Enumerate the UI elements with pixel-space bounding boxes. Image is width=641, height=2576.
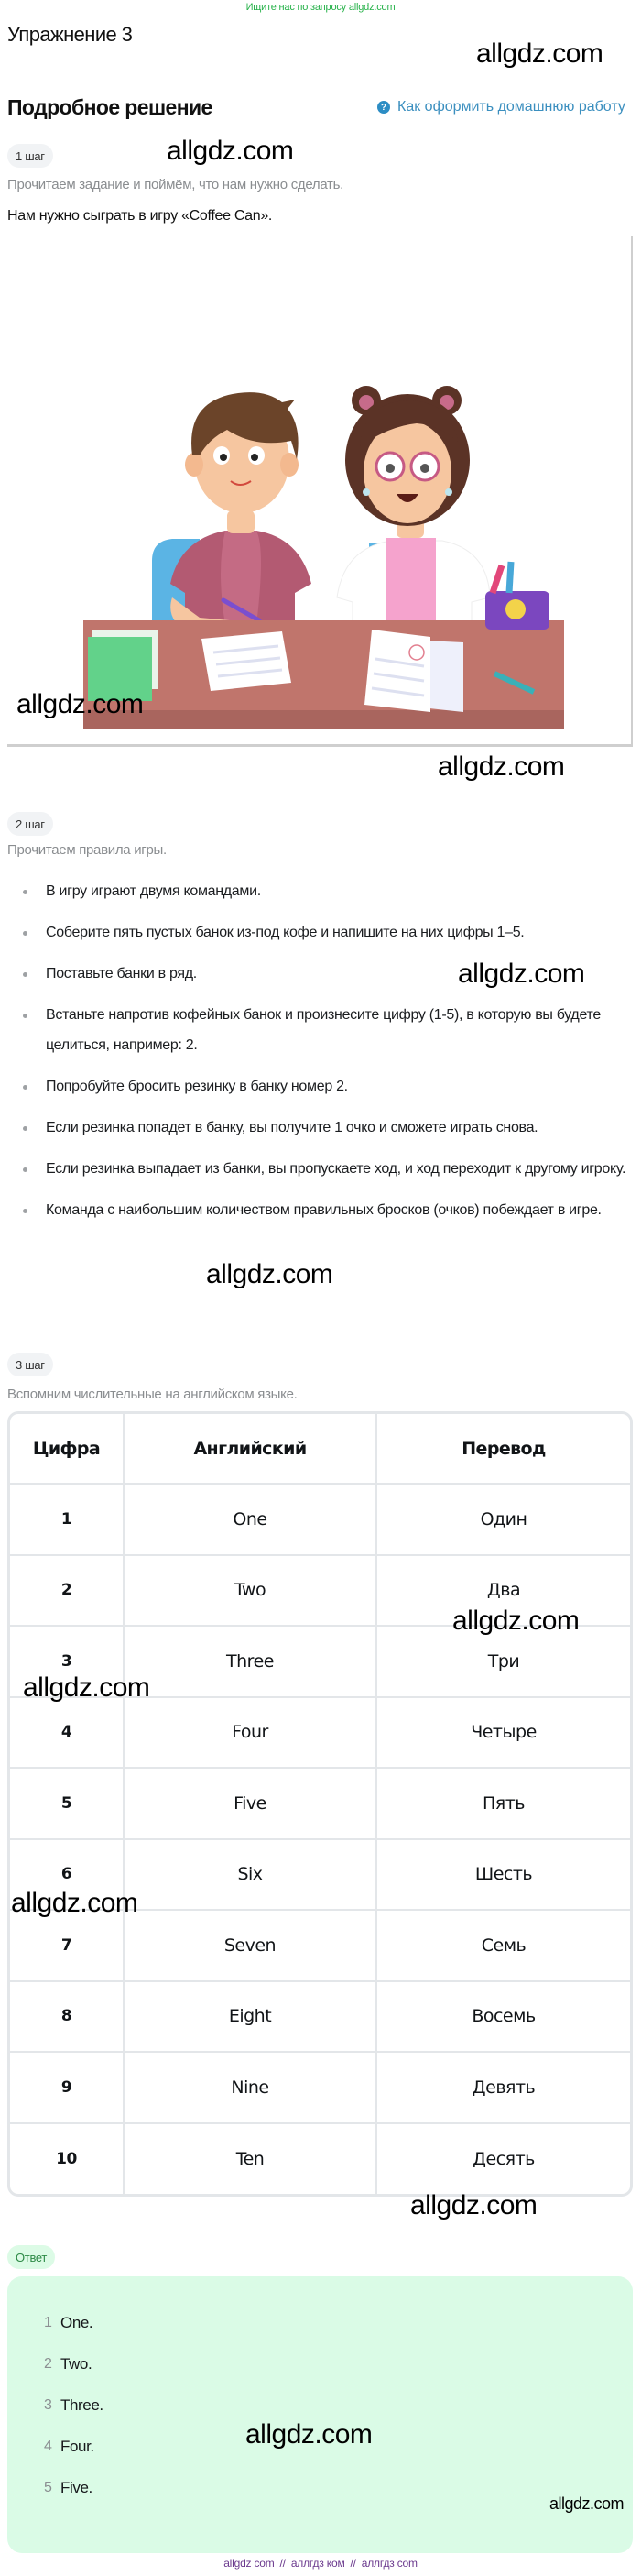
- answer-item: 1 One.: [44, 2313, 93, 2331]
- cell-english: Four: [124, 1697, 376, 1769]
- cell-digit: 2: [10, 1555, 124, 1627]
- cell-translation: Десять: [376, 2123, 630, 2195]
- table-row: [10, 1484, 630, 1555]
- step-badge-2: 2 шаг: [7, 812, 53, 836]
- column-header-digit: Цифра: [10, 1414, 124, 1484]
- step-2-subtitle: Прочитаем правила игры.: [7, 842, 167, 858]
- cell-digit: 1: [10, 1484, 124, 1555]
- cell-digit: 8: [10, 1981, 124, 2053]
- table-row: [10, 1981, 630, 2053]
- rule-item: Если резинка попадет в банку, вы получите 1 очко и сможете играть снова.: [18, 1113, 634, 1143]
- watermark: allgdz.com: [438, 751, 565, 782]
- cell-english: Nine: [124, 2052, 376, 2123]
- table-row: [10, 2052, 630, 2123]
- watermark: allgdz.com: [452, 1606, 580, 1636]
- step-1-subtitle: Прочитаем задание и поймём, что нам нужно сделать.: [7, 177, 344, 192]
- watermark: allgdz.com: [410, 2190, 538, 2220]
- watermark: allgdz.com: [167, 136, 294, 166]
- cell-digit: 5: [10, 1768, 124, 1839]
- rule-item: Поставьте банки в ряд.: [18, 959, 634, 989]
- question-circle-icon: ?: [377, 101, 390, 114]
- cell-english: One: [124, 1484, 376, 1555]
- cell-digit: 10: [10, 2123, 124, 2195]
- answer-item: 3 Three.: [44, 2395, 103, 2414]
- cell-english: Three: [124, 1626, 376, 1697]
- cell-digit: 7: [10, 1910, 124, 1981]
- cell-english: Five: [124, 1768, 376, 1839]
- answer-item: 5 Five.: [44, 2478, 92, 2496]
- watermark: allgdz.com: [16, 689, 144, 719]
- top-notice: Ищите нас по запросу allgdz.com: [245, 2, 396, 13]
- table-row: [10, 2123, 630, 2195]
- homework-help-link[interactable]: [377, 99, 625, 115]
- cell-translation: Четыре: [376, 1697, 630, 1769]
- help-link-label: Как оформить домашнюю работу: [397, 99, 625, 115]
- cell-translation: Шесть: [376, 1839, 630, 1911]
- answer-badge: Ответ: [7, 2245, 55, 2269]
- footer-separator: //: [350, 2557, 356, 2570]
- answer-box: [7, 2276, 633, 2553]
- watermark: allgdz.com: [206, 1259, 333, 1289]
- rule-item: Если резинка выпадает из банки, вы пропускаете ход, и ход переходит к другому игроку.: [18, 1154, 634, 1184]
- watermark: allgdz.com: [549, 2494, 625, 2513]
- cell-english: Seven: [124, 1910, 376, 1981]
- kids-at-desk-illustration: [7, 236, 633, 744]
- rule-item: Встаньте напротив кофейных банок и произнесите цифру (1-5), в которую вы будете целиться, например: 2.: [18, 1000, 634, 1060]
- game-rules-list: [18, 876, 634, 1236]
- footer-separator: //: [279, 2557, 286, 2570]
- cell-translation: Пять: [376, 1768, 630, 1839]
- footer-link[interactable]: аллгдз ком: [290, 2557, 345, 2570]
- table-row: [10, 1697, 630, 1769]
- rule-item: В игру играют двумя командами.: [18, 876, 634, 906]
- cell-translation: Три: [376, 1626, 630, 1697]
- table-row: [10, 1768, 630, 1839]
- column-header-english: Английский: [124, 1414, 376, 1484]
- cell-english: Six: [124, 1839, 376, 1911]
- cell-digit: 4: [10, 1697, 124, 1769]
- footer-link[interactable]: allgdz com: [223, 2557, 275, 2570]
- page-title: Упражнение 3: [7, 23, 133, 46]
- watermark: allgdz.com: [23, 1672, 150, 1703]
- cell-english: Ten: [124, 2123, 376, 2195]
- footer-link[interactable]: аллгдз com: [361, 2557, 418, 2570]
- numbers-table: [7, 1411, 633, 2197]
- rule-item: Попробуйте бросить резинку в банку номер 2.: [18, 1071, 634, 1102]
- watermark: allgdz.com: [11, 1888, 138, 1918]
- column-header-translation: Перевод: [376, 1414, 630, 1484]
- watermark: allgdz.com: [458, 959, 585, 989]
- rule-item: Соберите пять пустых банок из-под кофе и напишите на них цифры 1–5.: [18, 917, 634, 948]
- cell-english: Eight: [124, 1981, 376, 2053]
- cell-digit: 6: [10, 1839, 124, 1911]
- table-row: [10, 1910, 630, 1981]
- section-title: Подробное решение: [7, 95, 212, 119]
- step-3-subtitle: Вспомним числительные на английском языке.: [7, 1387, 298, 1402]
- answer-item: 4 Four.: [44, 2437, 94, 2455]
- cell-translation: Один: [376, 1484, 630, 1555]
- answer-item: 2 Two.: [44, 2354, 92, 2373]
- cell-translation: Девять: [376, 2052, 630, 2123]
- cell-digit: 9: [10, 2052, 124, 2123]
- cell-digit: 3: [10, 1626, 124, 1697]
- footer-links: [0, 2557, 641, 2570]
- cell-translation: Восемь: [376, 1981, 630, 2053]
- answer-list: [44, 2302, 103, 2508]
- rule-item: Команда с наибольшим количеством правильных бросков (очков) побеждает в игре.: [18, 1195, 634, 1225]
- step-1-text: Нам нужно сыграть в игру «Coffee Can».: [7, 208, 273, 224]
- step-badge-1: 1 шаг: [7, 144, 53, 168]
- cell-english: Two: [124, 1555, 376, 1627]
- cell-translation: Два: [376, 1555, 630, 1627]
- cell-translation: Семь: [376, 1910, 630, 1981]
- watermark: allgdz.com: [245, 2419, 373, 2450]
- step-badge-3: 3 шаг: [7, 1353, 53, 1376]
- illustration-frame: [7, 236, 633, 747]
- watermark: allgdz.com: [476, 38, 603, 69]
